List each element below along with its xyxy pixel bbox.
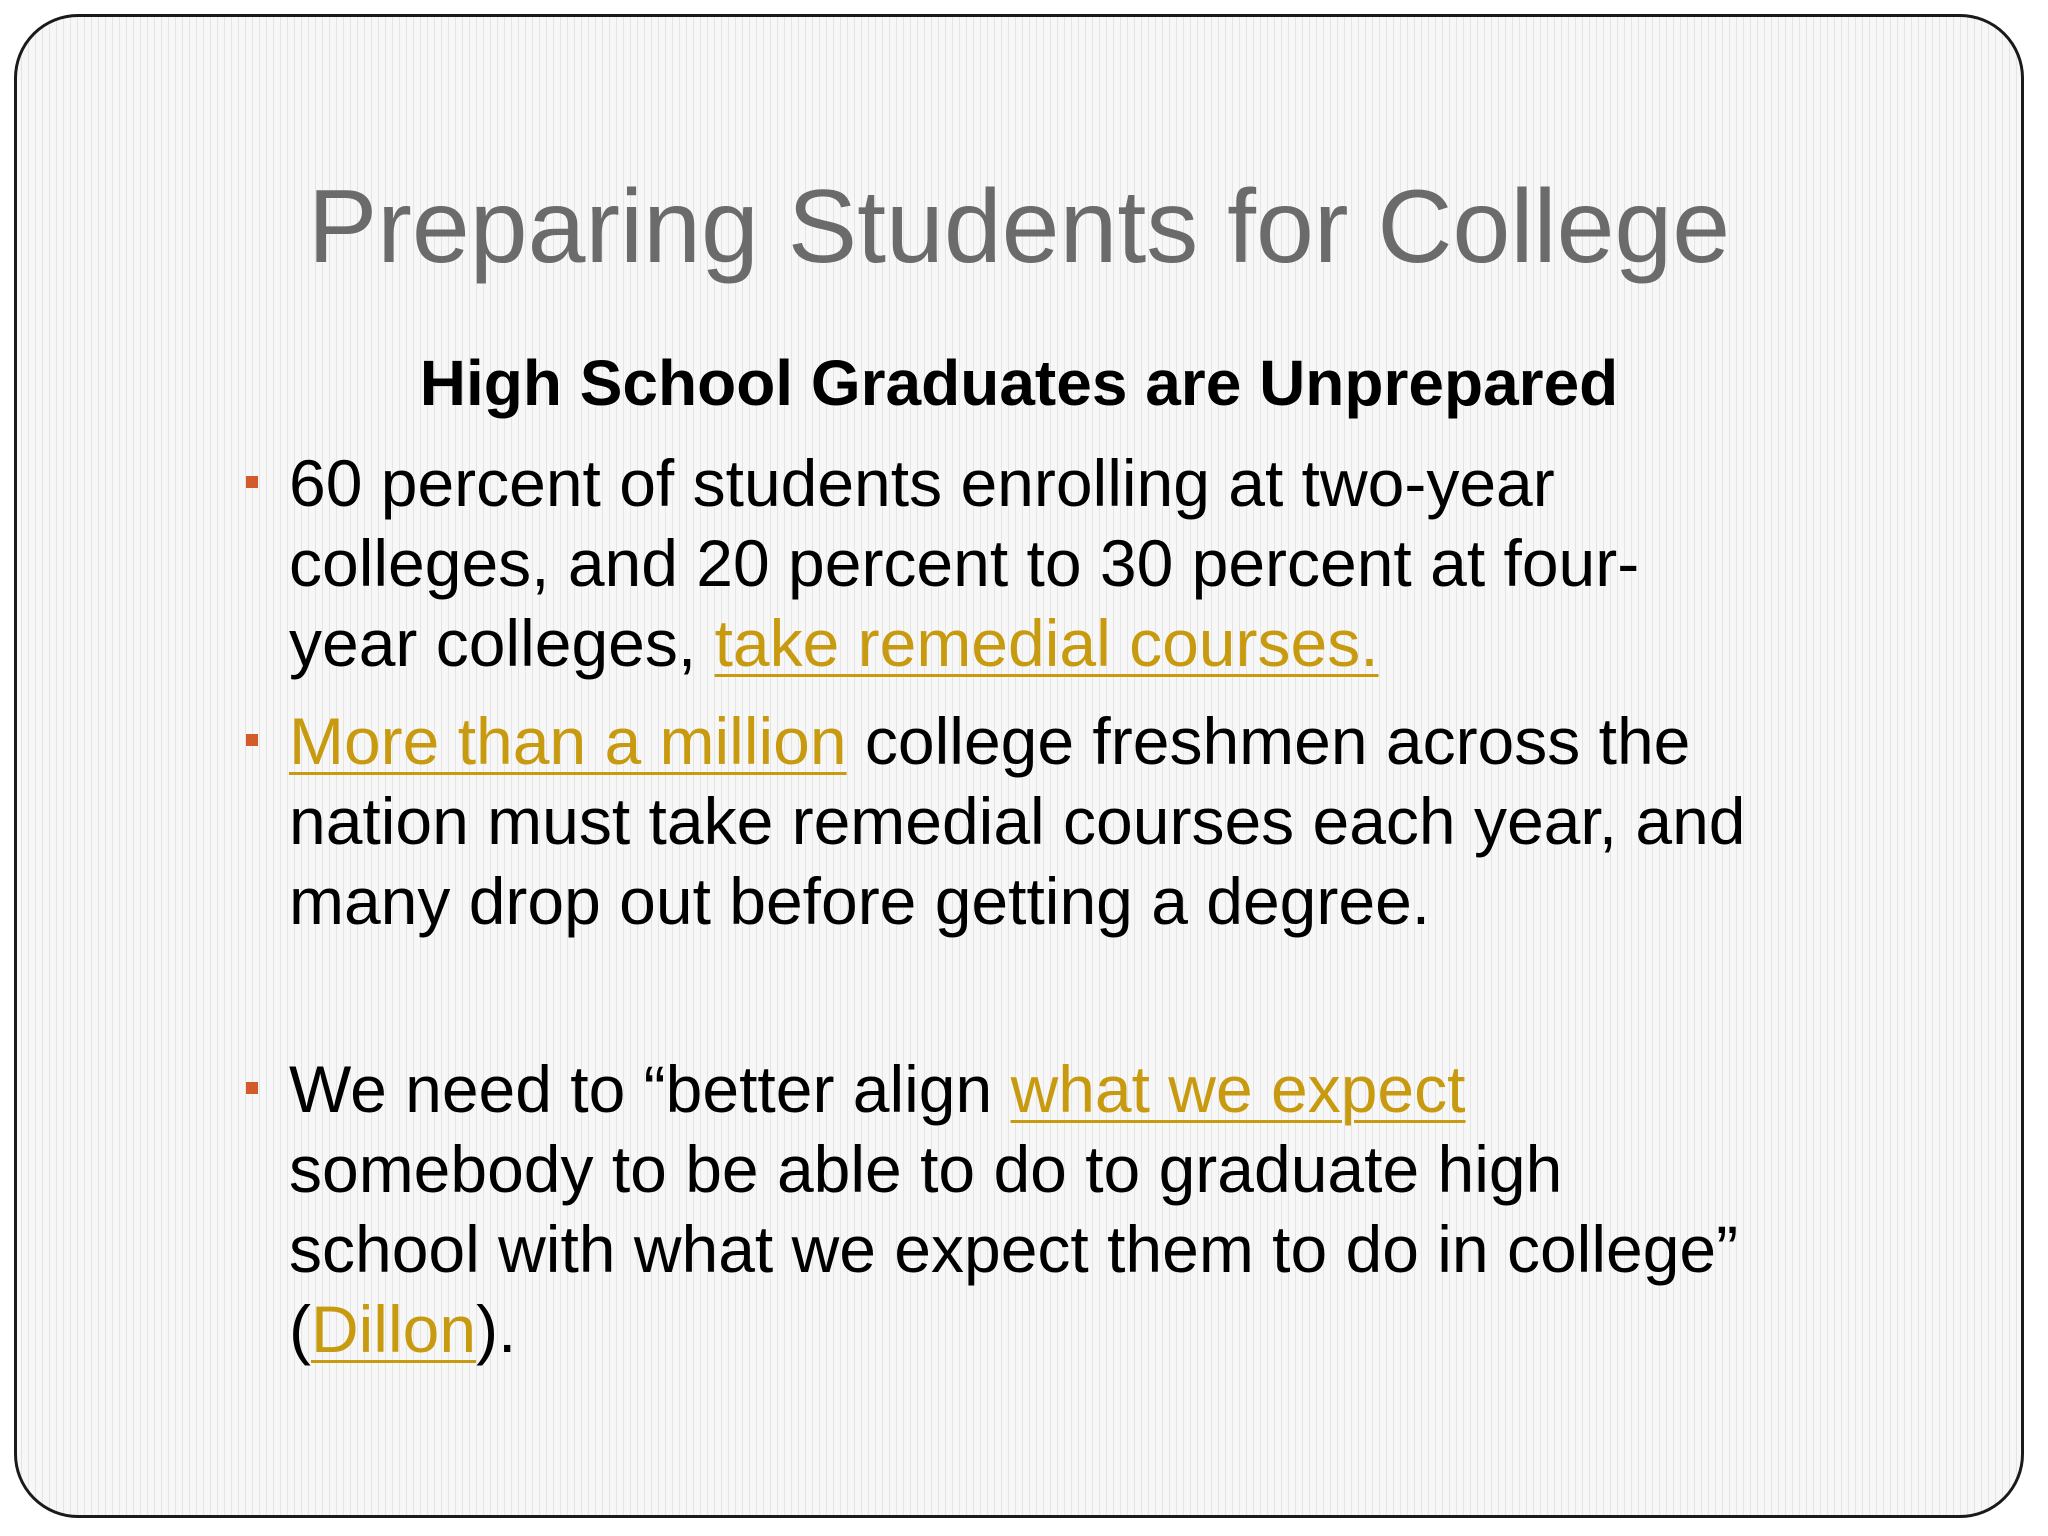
bullet-line: school with what we expect them to do in college”: [289, 1212, 1739, 1286]
bullet-text: college freshmen across the: [846, 704, 1691, 778]
bullet-line: somebody to be able to do to graduate high: [289, 1132, 1563, 1206]
bullet-line: [289, 701, 1949, 781]
bullet-line: many drop out before getting a degree.: [289, 864, 1431, 938]
remedial-courses-link[interactable]: take remedial courses.: [714, 606, 1379, 680]
more-than-a-million-link[interactable]: More than a million: [289, 704, 847, 778]
what-we-expect-link[interactable]: what we expect: [1010, 1052, 1466, 1126]
bullet-text: year colleges,: [289, 606, 715, 680]
bullet-line: colleges, and 20 percent to 30 percent at four-: [289, 526, 1640, 600]
bullet-line: nation must take remedial courses each year, and: [289, 784, 1746, 858]
square-bullet-icon: [246, 476, 258, 488]
bullet-text: (: [289, 1292, 311, 1366]
square-bullet-icon: [246, 734, 258, 746]
slide-subtitle: High School Graduates are Unprepared: [419, 347, 1619, 419]
slide: [14, 14, 2024, 1518]
square-bullet-icon: [246, 1082, 258, 1094]
bullet-item: [289, 443, 1949, 683]
bullet-text: ).: [476, 1292, 517, 1366]
slide-title: Preparing Students for College: [307, 169, 1731, 285]
bullet-line: [289, 1289, 1949, 1369]
dillon-link[interactable]: Dillon: [310, 1292, 477, 1366]
bullet-item: [289, 1049, 1949, 1369]
bullet-line: [289, 603, 1949, 683]
bullet-line: [289, 1049, 1949, 1129]
bullet-line: 60 percent of students enrolling at two-year: [289, 446, 1555, 520]
bullet-item: [289, 701, 1949, 941]
bullet-text: We need to “better align: [289, 1052, 1011, 1126]
bullet-list: [17, 17, 2021, 1515]
